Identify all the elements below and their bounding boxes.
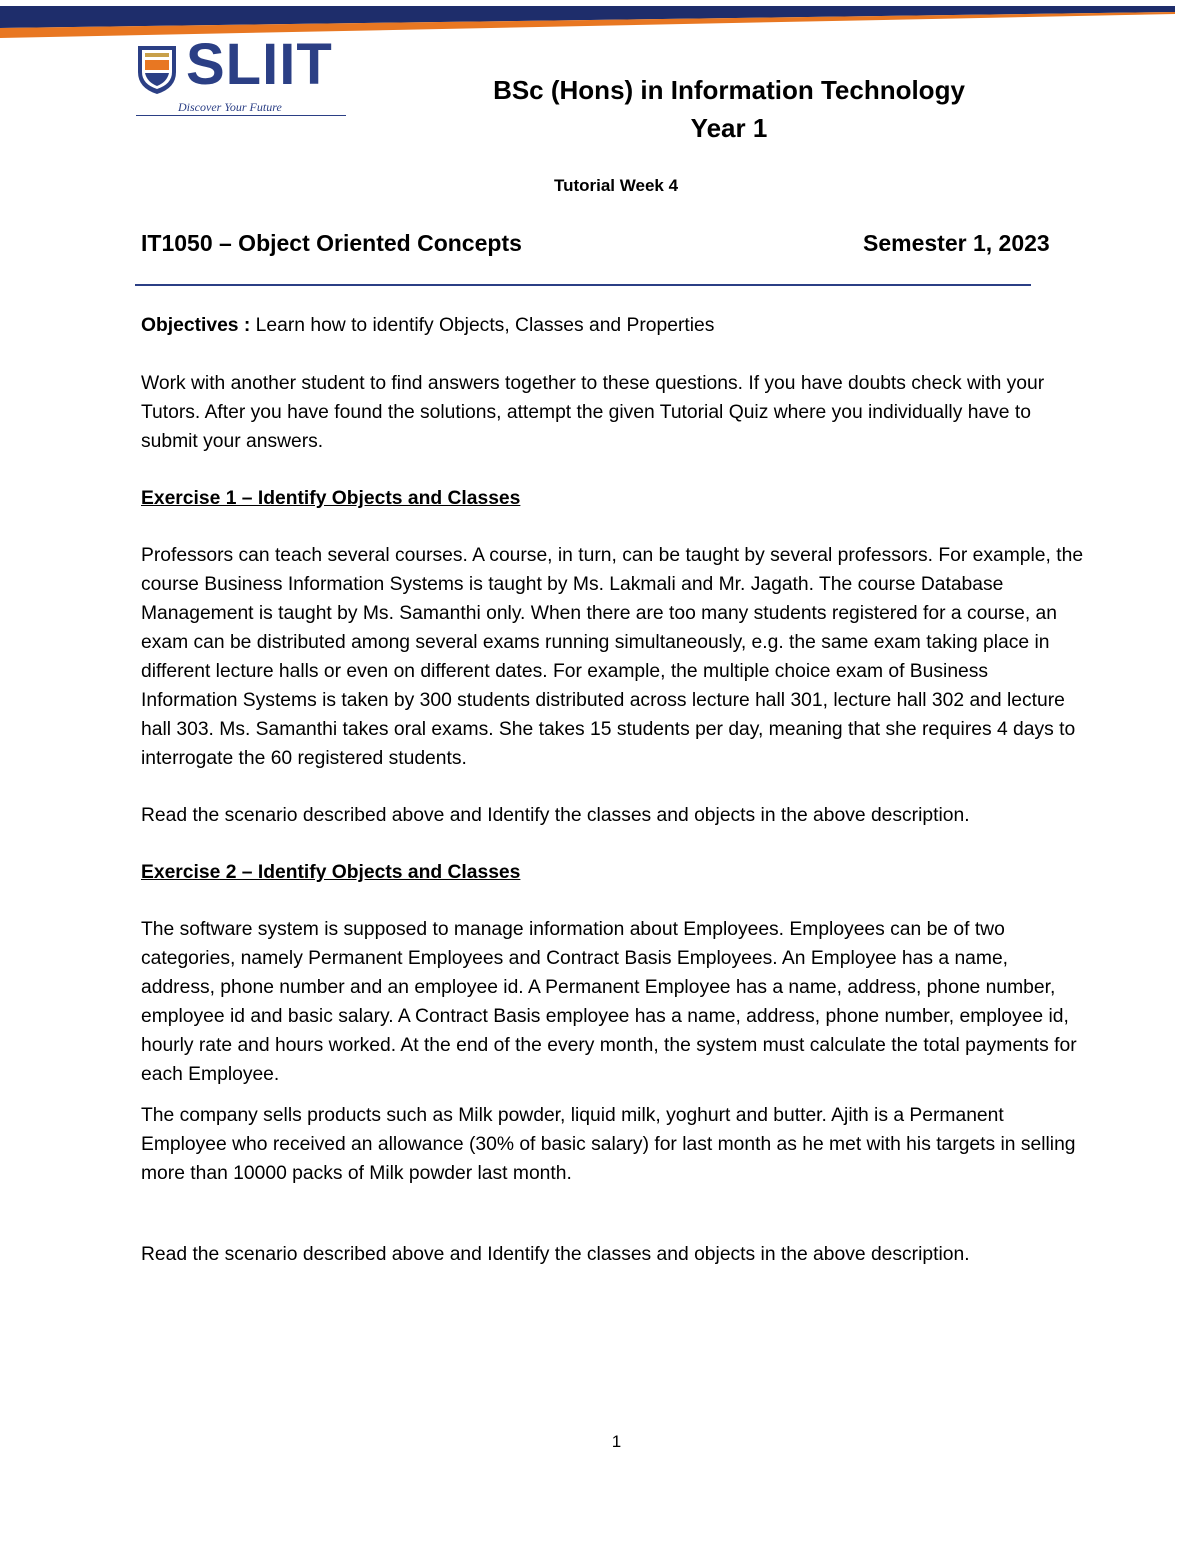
logo-underline — [136, 115, 346, 116]
objectives-label: Objectives : — [141, 315, 251, 336]
course-title: IT1050 – Object Oriented Concepts — [141, 230, 522, 256]
exercise2-body-2: The company sells products such as Milk powder, liquid milk, yoghurt and butter. Ajith is a Permanent Employee who received an allowance (30% of basic salary) for last month as he met with his targets in selling more than 10000 packs of Milk powder last month. — [141, 1105, 1076, 1184]
exercise2-instruction: Read the scenario described above and Identify the classes and objects in the above description. — [141, 1244, 970, 1265]
header-banner — [0, 0, 1200, 42]
header-divider — [135, 284, 1031, 286]
objectives — [141, 311, 1086, 340]
semester-label: Semester 1, 2023 — [863, 230, 1050, 256]
objectives-text: Learn how to identify Objects, Classes and Properties — [250, 315, 715, 336]
crest-icon — [136, 42, 178, 96]
logo-wordmark: SLIIT — [186, 32, 333, 97]
exercise2-body-1: The software system is supposed to manage information about Employees. Employees can be of two categories, namely Permanent Employees and Contract Basis Employees. An Employee has a name, address, phone number and an employee id. A Permanent Employee has a name, address, phone number, employee id and basic salary. A Contract Basis employee has a name, address, phone number, employee id, hourly rate and hours worked. At the end of the every month, the system must calculate the total payments for each Employee. — [141, 919, 1077, 1085]
exercise1-title: Exercise 1 – Identify Objects and Classes — [141, 488, 521, 509]
exercise2-title: Exercise 2 – Identify Objects and Classes — [141, 862, 521, 883]
exercise1-body: Professors can teach several courses. A course, in turn, can be taught by several professors. For example, the course Business Information Systems is taught by Ms. Lakmali and Mr. Jagath. The course Database Management is taught by Ms. Samanthi only. When there are too many students registered for a course, an exam can be distributed among several exams running simultaneously, e.g. the same exam taking place in different lecture halls or even on different dates. For example, the multiple choice exam of Business Information Systems is taken by 300 students distributed across lecture hall 301, lecture hall 302 and lecture hall 303. Ms. Samanthi takes oral exams. She takes 15 students per day, meaning that she requires 4 days to interrogate the 60 registered students. — [141, 545, 1084, 769]
document-body — [141, 311, 1086, 1269]
logo-tagline: Discover Your Future — [178, 100, 282, 114]
intro-paragraph: Work with another student to find answers together to these questions. If you have doubts check with your Tutors. After you have found the solutions, attempt the given Tutorial Quiz where you individually have to submit your answers. — [141, 373, 1045, 452]
exercise1-instruction: Read the scenario described above and Identify the classes and objects in the above description. — [141, 805, 970, 826]
program-title: BSc (Hons) in Information Technology — [493, 75, 965, 105]
page-number: 1 — [611, 1432, 622, 1451]
sliit-logo — [136, 32, 348, 120]
year-label: Year 1 — [690, 113, 768, 143]
tutorial-week: Tutorial Week 4 — [553, 176, 679, 195]
